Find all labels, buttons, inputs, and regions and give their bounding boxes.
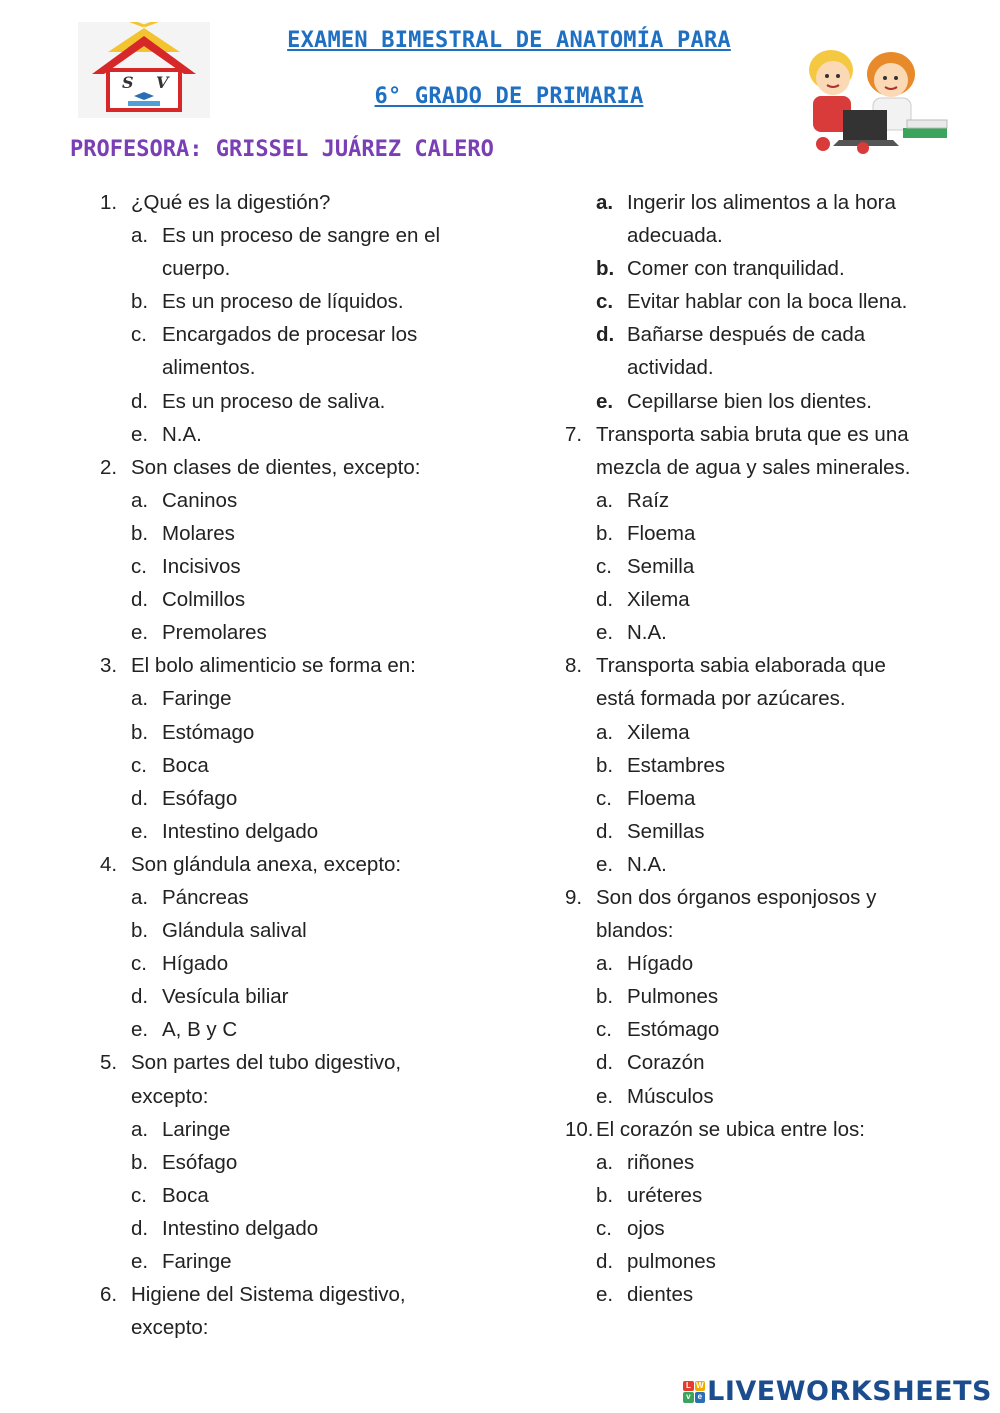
option-text: A, B y C bbox=[162, 1018, 238, 1042]
answer-option[interactable] bbox=[100, 914, 540, 947]
option-letter: b. bbox=[596, 985, 614, 1009]
answer-option[interactable] bbox=[100, 1212, 540, 1245]
answer-option[interactable] bbox=[565, 782, 965, 815]
question-text-continued: mezcla de agua y sales minerales. bbox=[596, 455, 911, 479]
answer-option[interactable] bbox=[565, 550, 965, 583]
option-letter: a. bbox=[596, 1150, 614, 1174]
question bbox=[100, 451, 540, 484]
option-text: Molares bbox=[162, 521, 235, 545]
option-text: pulmones bbox=[627, 1250, 716, 1273]
option-letter: e. bbox=[596, 389, 614, 413]
question-number: 4. bbox=[100, 852, 118, 876]
option-letter: c. bbox=[131, 1183, 147, 1207]
option-letter: b. bbox=[596, 521, 614, 545]
liveworksheets-brand bbox=[683, 1376, 992, 1407]
option-letter: c. bbox=[131, 555, 147, 579]
answer-option[interactable] bbox=[565, 616, 965, 649]
option-text: Ingerir los alimentos a la hora bbox=[627, 191, 896, 214]
question bbox=[100, 649, 540, 682]
option-text: Floema bbox=[627, 786, 696, 810]
option-text-continued: alimentos. bbox=[162, 356, 256, 380]
option-letter: a. bbox=[131, 687, 149, 711]
question-continuation bbox=[565, 451, 965, 484]
answer-option[interactable] bbox=[565, 1278, 965, 1311]
question bbox=[565, 1113, 965, 1146]
question-text: Son partes del tubo digestivo, bbox=[131, 1051, 402, 1075]
answer-option[interactable] bbox=[565, 385, 965, 418]
option-letter: a. bbox=[596, 191, 614, 214]
answer-option[interactable] bbox=[565, 583, 965, 616]
option-letter: a. bbox=[596, 720, 614, 744]
answer-option[interactable] bbox=[100, 716, 540, 749]
option-text-continued: cuerpo. bbox=[162, 257, 231, 281]
question bbox=[100, 186, 540, 219]
logo-letter-s: S bbox=[122, 73, 134, 92]
question-number: 8. bbox=[565, 654, 583, 678]
option-text: Premolares bbox=[162, 621, 267, 645]
option-text: Encargados de procesar los bbox=[162, 323, 418, 347]
option-letter: d. bbox=[596, 1250, 614, 1273]
option-letter: e. bbox=[596, 621, 614, 645]
exam-title-line-1: EXAMEN BIMESTRAL DE ANATOMÍA PARA bbox=[287, 28, 731, 53]
answer-option[interactable] bbox=[100, 616, 540, 649]
answer-option[interactable] bbox=[565, 749, 965, 782]
answer-option[interactable] bbox=[565, 1179, 965, 1212]
answer-option[interactable] bbox=[565, 517, 965, 550]
question-text: Son dos órganos esponjosos y bbox=[596, 885, 877, 909]
question-continuation bbox=[565, 682, 965, 715]
option-letter: b. bbox=[596, 1183, 614, 1207]
question-number: 3. bbox=[100, 654, 118, 678]
question-number: 7. bbox=[565, 422, 583, 446]
answer-option[interactable] bbox=[565, 285, 965, 318]
badge-letter: v bbox=[683, 1392, 694, 1403]
question-number: 6. bbox=[100, 1283, 118, 1307]
option-text: Floema bbox=[627, 521, 696, 545]
option-text: Incisivos bbox=[162, 555, 241, 579]
question-number: 10. bbox=[565, 1117, 594, 1141]
answer-option[interactable] bbox=[100, 385, 540, 418]
answer-option[interactable] bbox=[100, 947, 540, 980]
option-text: Bañarse después de cada bbox=[627, 323, 866, 347]
answer-option[interactable] bbox=[100, 550, 540, 583]
question-number: 9. bbox=[565, 885, 583, 909]
question bbox=[100, 848, 540, 881]
option-text: Colmillos bbox=[162, 588, 246, 612]
answer-option[interactable] bbox=[100, 318, 540, 351]
question-text: Transporta sabia elaborada que bbox=[596, 654, 886, 678]
liveworksheets-wordmark: LIVEWORKSHEETS bbox=[707, 1376, 992, 1407]
right-question-column bbox=[565, 186, 965, 1311]
answer-option[interactable] bbox=[565, 716, 965, 749]
question-text: Son clases de dientes, excepto: bbox=[131, 455, 421, 479]
option-letter: b. bbox=[596, 753, 614, 777]
option-letter: b. bbox=[596, 257, 615, 281]
question-text-continued: blandos: bbox=[596, 919, 674, 943]
option-text: Evitar hablar con la boca llena. bbox=[627, 290, 908, 314]
option-text-continued: actividad. bbox=[627, 356, 714, 380]
answer-option[interactable] bbox=[565, 484, 965, 517]
option-text: Es un proceso de sangre en el bbox=[162, 224, 441, 248]
answer-option-continuation bbox=[565, 219, 965, 252]
option-text: Es un proceso de líquidos. bbox=[162, 290, 404, 314]
option-text: Hígado bbox=[627, 952, 694, 976]
option-letter: b. bbox=[131, 521, 149, 545]
option-text: Caninos bbox=[162, 488, 238, 512]
option-letter: c. bbox=[596, 290, 614, 314]
option-letter: d. bbox=[131, 985, 149, 1009]
answer-option[interactable] bbox=[565, 980, 965, 1013]
question-number: 1. bbox=[100, 191, 118, 214]
option-letter: e. bbox=[131, 621, 149, 645]
badge-letter: L bbox=[683, 1381, 694, 1392]
answer-option-continuation bbox=[100, 351, 540, 384]
answer-option[interactable] bbox=[100, 682, 540, 715]
answer-option[interactable] bbox=[100, 980, 540, 1013]
answer-option[interactable] bbox=[100, 815, 540, 848]
answer-option[interactable] bbox=[565, 815, 965, 848]
option-text: Esófago bbox=[162, 1150, 238, 1174]
option-letter: c. bbox=[131, 323, 147, 347]
option-text: Boca bbox=[162, 1183, 209, 1207]
option-text: Estambres bbox=[627, 753, 725, 777]
question-continuation bbox=[100, 1080, 540, 1113]
answer-option-continuation bbox=[100, 252, 540, 285]
answer-option[interactable] bbox=[565, 947, 965, 980]
answer-option[interactable] bbox=[100, 1179, 540, 1212]
answer-option[interactable] bbox=[565, 1013, 965, 1046]
option-text: Corazón bbox=[627, 1051, 705, 1075]
option-letter: a. bbox=[131, 224, 149, 248]
option-text: Semilla bbox=[627, 555, 695, 579]
option-text: Pulmones bbox=[627, 985, 719, 1009]
option-letter: a. bbox=[131, 1117, 149, 1141]
answer-option[interactable] bbox=[100, 418, 540, 451]
answer-option[interactable] bbox=[100, 484, 540, 517]
question-text-continued: excepto: bbox=[131, 1084, 209, 1108]
question bbox=[100, 1046, 540, 1079]
option-letter: d. bbox=[131, 786, 149, 810]
exam-title-line-2: 6° GRADO DE PRIMARIA bbox=[374, 84, 644, 109]
answer-option[interactable] bbox=[565, 848, 965, 881]
option-letter: c. bbox=[131, 952, 147, 976]
answer-option[interactable] bbox=[100, 782, 540, 815]
liveworksheets-logo-icon bbox=[683, 1381, 705, 1403]
option-text: N.A. bbox=[627, 621, 667, 645]
option-text: ojos bbox=[627, 1216, 665, 1240]
question-text: ¿Qué es la digestión? bbox=[131, 191, 331, 214]
option-text: Xilema bbox=[627, 588, 690, 612]
option-letter: b. bbox=[131, 290, 149, 314]
question-text-continued: está formada por azúcares. bbox=[596, 687, 846, 711]
answer-option[interactable] bbox=[100, 1113, 540, 1146]
option-text: Raíz bbox=[627, 488, 670, 512]
option-text: Comer con tranquilidad. bbox=[627, 257, 845, 281]
option-letter: e. bbox=[596, 1084, 614, 1108]
answer-option[interactable] bbox=[100, 285, 540, 318]
option-text: Faringe bbox=[162, 1250, 232, 1273]
option-text: N.A. bbox=[627, 852, 667, 876]
option-text: Estómago bbox=[162, 720, 255, 744]
option-text-continued: adecuada. bbox=[627, 224, 723, 248]
option-letter: d. bbox=[131, 389, 149, 413]
answer-option[interactable] bbox=[565, 1046, 965, 1079]
option-letter: a. bbox=[596, 952, 614, 976]
question bbox=[565, 418, 965, 451]
option-text: Laringe bbox=[162, 1117, 231, 1141]
option-text: Cepillarse bien los dientes. bbox=[627, 389, 872, 413]
option-text: Glándula salival bbox=[162, 919, 307, 943]
option-text: Hígado bbox=[162, 952, 229, 976]
question-text: Son glándula anexa, excepto: bbox=[131, 852, 402, 876]
option-text: Intestino delgado bbox=[162, 819, 319, 843]
option-letter: c. bbox=[596, 786, 612, 810]
answer-option-continuation bbox=[565, 351, 965, 384]
answer-option[interactable] bbox=[565, 318, 965, 351]
option-letter: c. bbox=[596, 1216, 612, 1240]
option-letter: d. bbox=[596, 1051, 614, 1075]
option-letter: b. bbox=[131, 919, 149, 943]
option-letter: a. bbox=[596, 488, 614, 512]
option-letter: c. bbox=[596, 555, 612, 579]
option-text: dientes bbox=[627, 1283, 694, 1307]
left-question-column bbox=[100, 186, 540, 1344]
answer-option[interactable] bbox=[565, 252, 965, 285]
question-text: El bolo alimenticio se forma en: bbox=[131, 654, 416, 678]
option-letter: e. bbox=[131, 1018, 149, 1042]
answer-option[interactable] bbox=[565, 186, 965, 219]
option-letter: e. bbox=[131, 819, 149, 843]
option-letter: d. bbox=[596, 819, 614, 843]
option-letter: e. bbox=[596, 852, 614, 876]
question-text: Higiene del Sistema digestivo, bbox=[131, 1283, 406, 1307]
answer-option[interactable] bbox=[100, 881, 540, 914]
option-text: Semillas bbox=[627, 819, 705, 843]
option-text: Es un proceso de saliva. bbox=[162, 389, 386, 413]
option-text: riñones bbox=[627, 1150, 695, 1174]
option-letter: b. bbox=[131, 720, 149, 744]
answer-option[interactable] bbox=[100, 1013, 540, 1046]
option-text: uréteres bbox=[627, 1183, 703, 1207]
option-letter: c. bbox=[131, 753, 147, 777]
question-text: El corazón se ubica entre los: bbox=[596, 1117, 865, 1141]
answer-option[interactable] bbox=[100, 583, 540, 616]
answer-option[interactable] bbox=[565, 1245, 965, 1278]
answer-option[interactable] bbox=[100, 1146, 540, 1179]
option-letter: d. bbox=[131, 1216, 149, 1240]
option-text: Páncreas bbox=[162, 885, 249, 909]
option-text: N.A. bbox=[162, 422, 202, 446]
option-letter: a. bbox=[131, 488, 149, 512]
option-text: Vesícula biliar bbox=[162, 985, 289, 1009]
question bbox=[565, 649, 965, 682]
option-text: Músculos bbox=[627, 1084, 714, 1108]
answer-option[interactable] bbox=[100, 749, 540, 782]
answer-option[interactable] bbox=[565, 1080, 965, 1113]
question bbox=[565, 881, 965, 914]
question-text: Transporta sabia bruta que es una bbox=[596, 422, 909, 446]
option-letter: d. bbox=[596, 323, 615, 347]
option-letter: d. bbox=[131, 588, 149, 612]
option-letter: c. bbox=[596, 1018, 612, 1042]
answer-option[interactable] bbox=[100, 517, 540, 550]
badge-letter: e bbox=[695, 1392, 706, 1403]
answer-option[interactable] bbox=[565, 1146, 965, 1179]
option-text: Xilema bbox=[627, 720, 690, 744]
teacher-name: PROFESORA: GRISSEL JUÁREZ CALERO bbox=[70, 137, 494, 162]
option-text: Esófago bbox=[162, 786, 238, 810]
answer-option[interactable] bbox=[100, 1245, 540, 1278]
option-letter: e. bbox=[131, 1250, 149, 1273]
question-number: 5. bbox=[100, 1051, 118, 1075]
option-text: Boca bbox=[162, 753, 209, 777]
question bbox=[100, 1278, 540, 1311]
question-text-continued: excepto: bbox=[131, 1316, 209, 1340]
option-letter: e. bbox=[596, 1283, 614, 1307]
option-text: Faringe bbox=[162, 687, 232, 711]
option-text: Intestino delgado bbox=[162, 1216, 319, 1240]
option-letter: a. bbox=[131, 885, 149, 909]
answer-option[interactable] bbox=[100, 219, 540, 252]
option-letter: e. bbox=[131, 422, 149, 446]
question-number: 2. bbox=[100, 455, 118, 479]
answer-option[interactable] bbox=[565, 1212, 965, 1245]
question-continuation bbox=[100, 1311, 540, 1344]
badge-letter: W bbox=[696, 1380, 704, 1390]
option-letter: b. bbox=[131, 1150, 149, 1174]
question-continuation bbox=[565, 914, 965, 947]
option-text: Estómago bbox=[627, 1018, 720, 1042]
option-letter: d. bbox=[596, 588, 614, 612]
logo-letter-v: V bbox=[156, 73, 169, 92]
